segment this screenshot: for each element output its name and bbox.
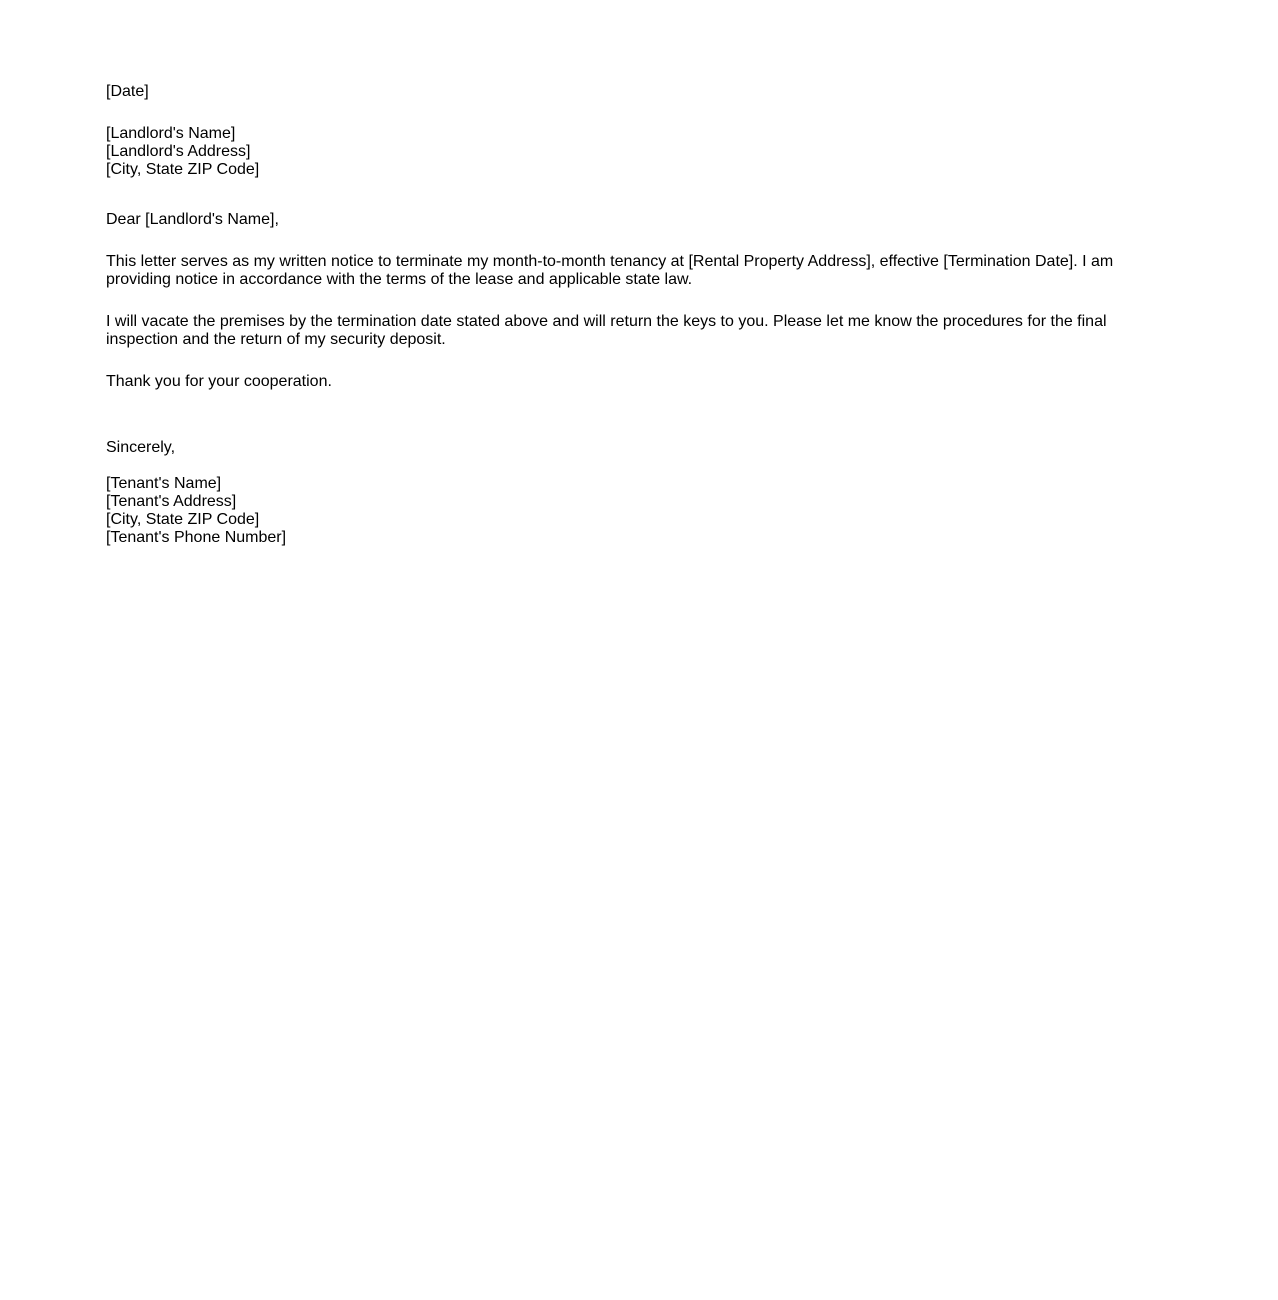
sender-name: [Tenant's Name] [106, 475, 222, 492]
paragraph-text: Thank you for your cooperation. [106, 373, 332, 390]
body-paragraph-2 [106, 313, 1121, 349]
sender-city-state-zip: [City, State ZIP Code] [106, 511, 260, 528]
salutation: Dear [Landlord's Name], [106, 211, 279, 228]
sender-phone: [Tenant's Phone Number] [106, 529, 287, 546]
recipient-address: [Landlord's Address] [106, 143, 251, 160]
paragraph-text: This letter serves as my written notice to terminate my month-to-month tenancy at [Rental Property Address], effective [Termination Date]. I am providing notice in accordance with the terms of the lease and applicable state law. [106, 253, 1114, 288]
recipient-city-state-zip: [City, State ZIP Code] [106, 161, 260, 178]
recipient-name: [Landlord's Name] [106, 125, 236, 142]
date-line [106, 83, 149, 101]
body-paragraph-1 [106, 253, 1121, 289]
letter-date: [Date] [106, 83, 149, 100]
recipient-address-block [106, 125, 259, 179]
closing-block [106, 439, 175, 457]
closing: Sincerely, [106, 439, 176, 456]
body-paragraph-3 [106, 373, 332, 391]
sender-signature-block [106, 475, 286, 547]
sender-address: [Tenant's Address] [106, 493, 237, 510]
paragraph-text: I will vacate the premises by the termination date stated above and will return the keys to you. Please let me know the procedures for the final inspection and the return of my security deposit. [106, 313, 1107, 348]
salutation-block [106, 211, 279, 229]
